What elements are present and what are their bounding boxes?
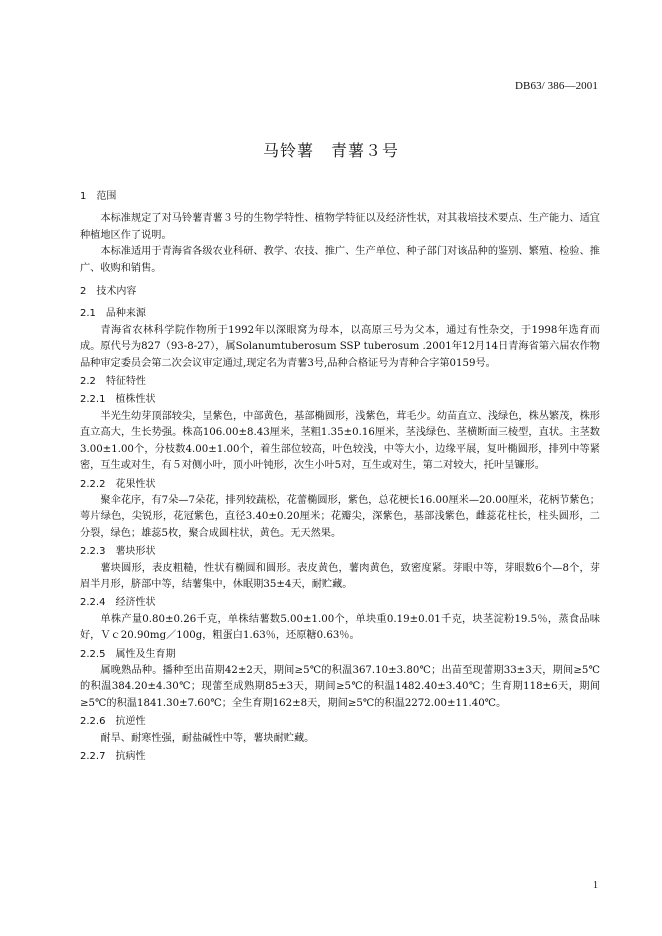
paragraph: 单株产量0.80±0.26千克，单株结薯数5.00±1.00个，单块重0.19±0.01千克，块茎淀粉19.5％，蒸食品味好，Ｖｃ20.90mg／100g，粗蛋白1.63％，还原糖0.63％。 <box>80 613 600 642</box>
subsection-heading: 2.2.3 薯块形状 <box>80 546 156 558</box>
page-number: 1 <box>593 880 598 891</box>
subsection-heading: 2.2.2 花果性状 <box>80 478 156 490</box>
paragraph: 青海省农林科学院作物所于1992年以深眼窝为母本，以高原三号为父本，通过有性杂交，于1998年选育而成。原代号为827（93-8-27），属Solanumtuberosum SSP tuberosum .2001年12月14日青海省第六届农作物品种审定委员会第二次会议审定通过,现定名为青薯3号,品种合格证号为青种合字第0159号。 <box>80 324 600 369</box>
paragraph: 耐旱、耐寒性强，耐盐碱性中等，薯块耐贮藏。 <box>100 732 315 744</box>
subsection-heading: 2.2 特征特性 <box>80 376 146 388</box>
section-heading: 1 范围 <box>80 191 117 202</box>
subsection-heading: 2.2.6 抗逆性 <box>80 716 146 728</box>
paragraph: 本标准规定了对马铃薯青薯３号的生物学特性、植物学特征以及经济性状，对其栽培技术要点、生产能力、适宜种植地区作了说明。 <box>80 213 600 241</box>
section-heading: 2 技术内容 <box>80 286 137 298</box>
subsection-heading: 2.1 品种来源 <box>80 308 146 320</box>
subsection-heading: 2.2.4 经济性状 <box>80 597 156 609</box>
paragraph: 半光生幼芽顶部较尖，呈紫色，中部黄色，基部椭圆形，浅紫色，茸毛少。幼苗直立、浅绿色，株丛繁茂，株形直立高大，生长势强。株高106.00±8.43厘米，茎粗1.35±0.16厘米，茎浅绿色、茎横断面三棱型，直状。主茎数3.00±1.00个，分枝数4.00±1.00个，着生部位较高，叶色较浅，中等大小，边缘平展，复叶椭圆形，排列中等紧密，互生或对生，有５对侧小叶，顶小叶钝形，次生小叶5对，互生或对生，第二对较大，托叶呈镰形。 <box>80 410 600 472</box>
paragraph: 聚伞花序，有7朵—7朵花，排列较蔬松，花蕾椭圆形，紫色，总花梗长16.00厘米—20.00厘米，花柄节紫色；萼片绿色，尖锐形，花冠紫色，直径3.40±0.20厘米；花瓣尖，深紫色，基部浅紫色，雌蕊花柱长，柱头圆形，二分裂，绿色；雄蕊5枚，聚合成圆柱状，黄色。无天然果。 <box>80 494 600 539</box>
paragraph: 薯块圆形，表皮粗糙，性状有椭圆和圆形。表皮黄色，薯肉黄色，致密度紧。芽眼中等，芽眼数6个—8个，芽眉半月形，脐部中等，结薯集中，休眠期35±4天，耐贮藏。 <box>80 562 600 590</box>
paragraph: 属晚熟品种。播种至出苗期42±2天，期间≥5℃的积温367.10±3.80℃；出苗至现蕾期33±3天，期间≥5℃的积温384.20±4.30℃；现蕾至成熟期85±3天，期间≥5℃的积温1482.40±3.40℃；生育期118±6天，期间≥5℃的积温1841.30±7.60℃；全生育期162±8天，期间≥5℃的积温2272.00±11.40℃。 <box>80 664 600 709</box>
document-title: 马铃薯 青薯３号 <box>262 141 399 160</box>
subsection-heading: 2.2.5 属性及生育期 <box>80 648 176 660</box>
paragraph: 本标准适用于青海省各级农业科研、教学、农技、推广、生产单位、种子部门对该品种的鉴别、繁殖、检验、推广、收购和销售。 <box>80 246 600 274</box>
subsection-heading: 2.2.1 植株性状 <box>80 394 156 406</box>
standard-code: DB63/ 386—2001 <box>515 80 598 92</box>
document-body <box>80 189 600 765</box>
subsection-heading: 2.2.7 抗病性 <box>80 751 146 762</box>
